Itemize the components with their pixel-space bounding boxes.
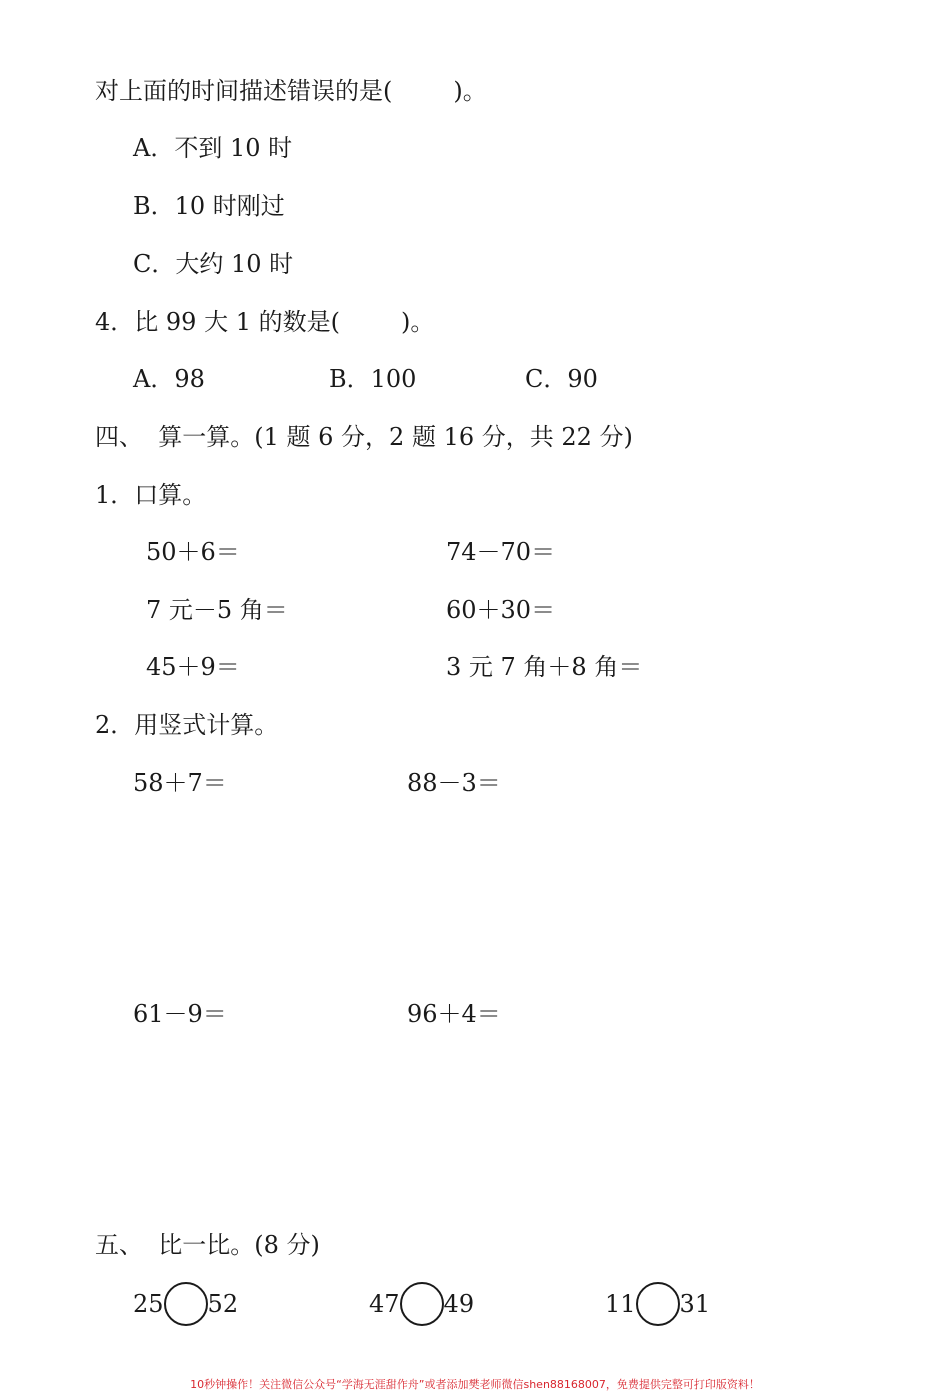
comparison-right: 52: [207, 1289, 239, 1318]
comparison-item: [369, 1278, 474, 1326]
footer-watermark: 10秒钟操作！关注微信公众号“学海无涯甜作舟”或者添加樊老师微信shen88168007，免费提供完整可打印版资料！: [190, 1378, 760, 1391]
q4-option-a: A．98: [133, 365, 205, 393]
mental-problem: 60＋30＝: [446, 596, 556, 624]
section5-title: 五、 比一比。(8 分): [95, 1231, 320, 1259]
q3-stem: 对上面的时间描述错误的是( )。: [95, 77, 487, 105]
q3-option-b: B．10 时刚过: [133, 192, 285, 220]
vertical-problem: 58＋7＝: [133, 769, 227, 797]
comparison-answer-circle[interactable]: [164, 1282, 208, 1326]
comparison-left: 25: [133, 1289, 164, 1318]
vertical-problem: 88－3＝: [407, 769, 501, 797]
q3-option-c: C．大约 10 时: [133, 250, 294, 278]
comparison-answer-circle[interactable]: [636, 1282, 680, 1326]
comparison-item: [133, 1278, 238, 1326]
mental-problem: 45＋9＝: [146, 653, 240, 681]
vertical-problem: 61－9＝: [133, 1000, 227, 1028]
q3-option-a: A．不到 10 时: [133, 134, 293, 162]
q4-option-b: B．100: [329, 365, 417, 393]
comparison-answer-circle[interactable]: [400, 1282, 444, 1326]
q4-option-c: C．90: [525, 365, 598, 393]
section4-part2-title: 2．用竖式计算。: [95, 711, 279, 739]
comparison-right: 49: [443, 1289, 475, 1318]
q4-stem: 4．比 99 大 1 的数是( )。: [95, 308, 435, 336]
comparison-right: 31: [679, 1289, 711, 1318]
comparison-left: 47: [369, 1289, 400, 1318]
vertical-problem: 96＋4＝: [407, 1000, 501, 1028]
mental-problem: 3 元 7 角＋8 角＝: [446, 653, 643, 681]
mental-problem: 7 元－5 角＝: [146, 596, 288, 624]
section4-part1-title: 1．口算。: [95, 481, 207, 509]
comparison-item: [605, 1278, 710, 1326]
comparison-left: 11: [605, 1289, 636, 1318]
mental-problem: 74－70＝: [446, 538, 556, 566]
section4-title: 四、 算一算。(1 题 6 分，2 题 16 分，共 22 分): [95, 423, 633, 451]
mental-problem: 50＋6＝: [146, 538, 240, 566]
